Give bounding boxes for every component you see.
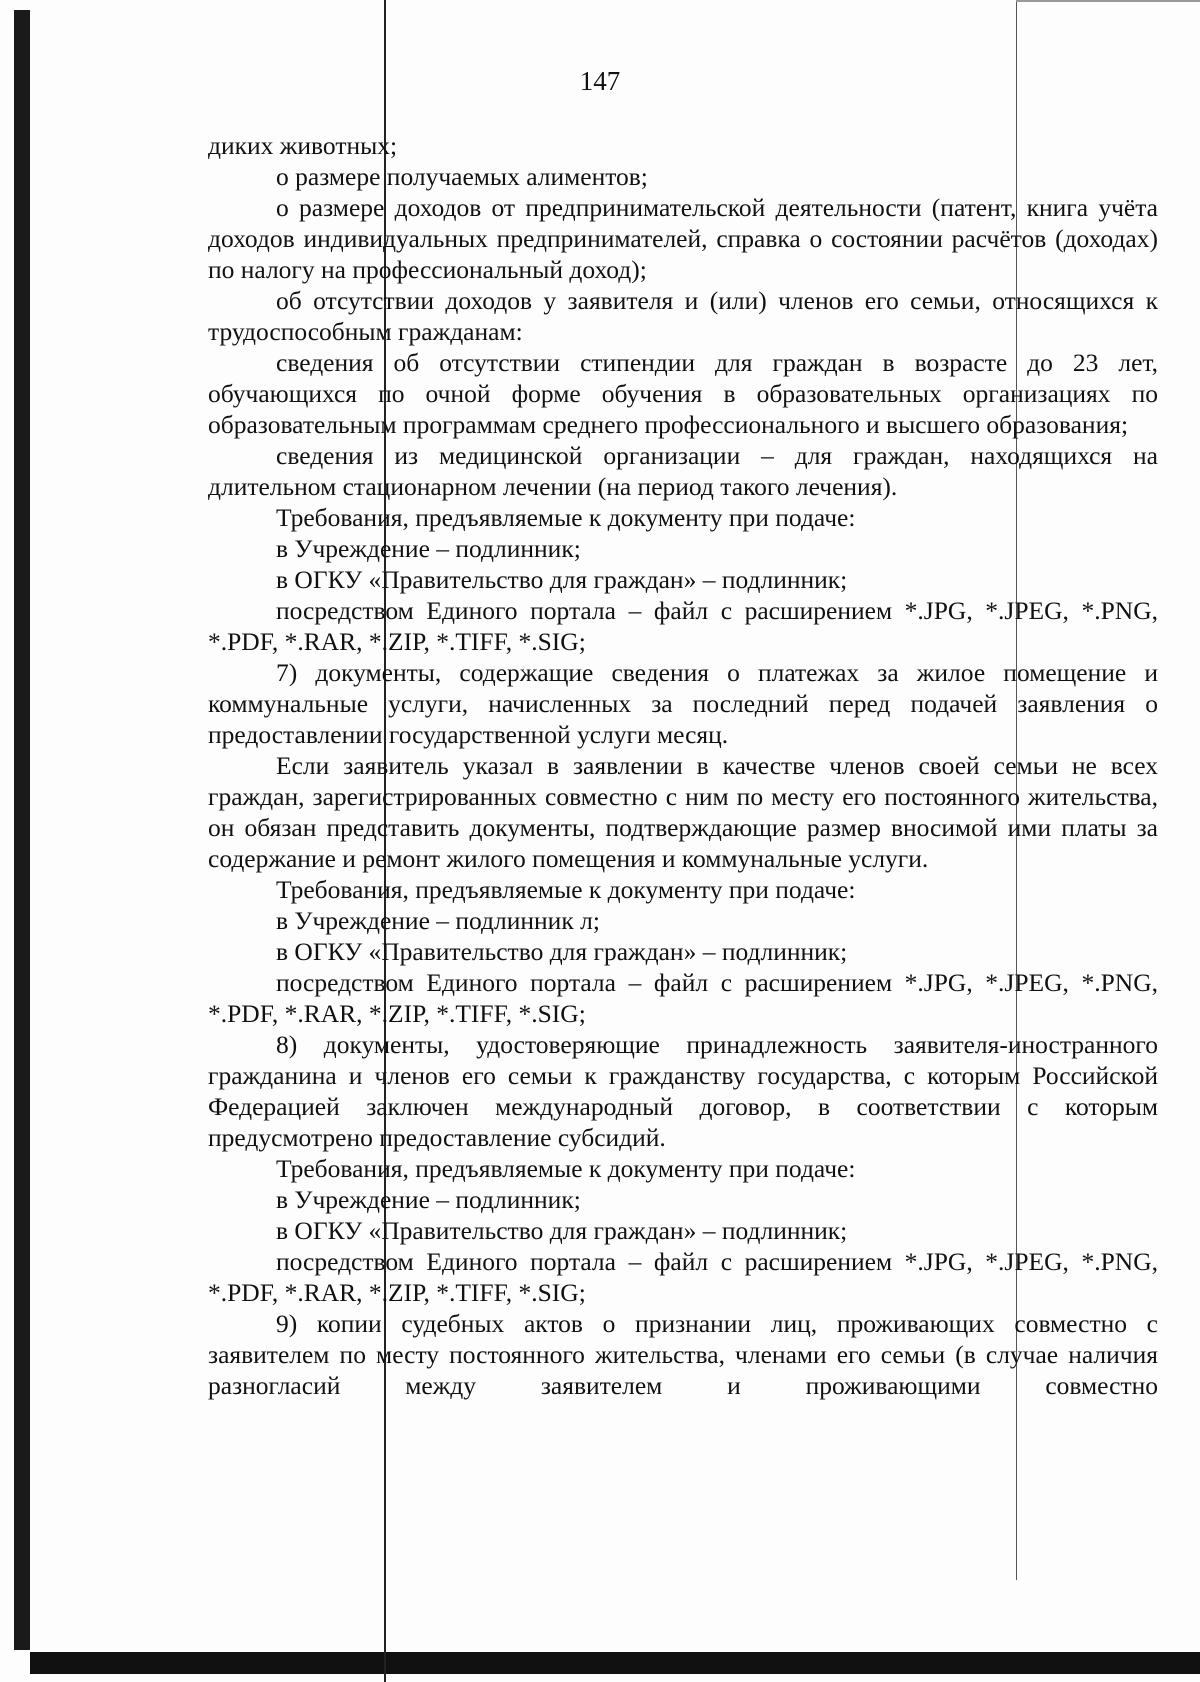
paragraph: в ОГКУ «Правительство для граждан» – подлинник;: [276, 937, 848, 966]
scan-top-edge: [1016, 0, 1200, 2]
paragraph: сведения об отсутствии стипендии для граждан в возрасте до 23 лет, обучающихся по очной форме обучения в образовательных организациях по образовательным программам среднего профессионального и высшего образования;: [208, 348, 1158, 439]
paragraph: 8) документы, удостоверяющие принадлежность заявителя-иностранного гражданина и членов его семьи к гражданству государства, с которым Российской Федерацией заключен международный договор, в соответствии с которым предусмотрено предоставление субсидий.: [208, 1030, 1158, 1152]
paragraph: в Учреждение – подлинник л;: [276, 906, 600, 935]
paragraph: Требования, предъявляемые к документу при подаче:: [276, 503, 856, 532]
paragraph: диких животных;: [208, 131, 398, 160]
paragraph: в Учреждение – подлинник;: [276, 534, 581, 563]
body-text: [208, 130, 1158, 1401]
paragraph: 7) документы, содержащие сведения о платежах за жилое помещение и коммунальные услуги, начисленных за последний перед подачей заявления о предоставлении государственной услуги месяц.: [208, 658, 1158, 749]
paragraph: сведения из медицинской организации – для граждан, находящихся на длительном стационарном лечении (на период такого лечения).: [208, 441, 1158, 501]
paragraph: Требования, предъявляемые к документу при подаче:: [276, 875, 856, 904]
scan-left-edge: [14, 10, 30, 1650]
scan-bottom-edge: [30, 1652, 1200, 1674]
paragraph: в ОГКУ «Правительство для граждан» – подлинник;: [276, 1216, 848, 1245]
paragraph: посредством Единого портала – файл с расширением *.JPG, *.JPEG, *.PNG, *.PDF, *.RAR, *.ZIP, *.TIFF, *.SIG;: [208, 1247, 1158, 1307]
paragraph: в Учреждение – подлинник;: [276, 1185, 581, 1214]
page-number: 147: [579, 66, 621, 96]
paragraph: Требования, предъявляемые к документу при подаче:: [276, 1154, 856, 1183]
paragraph: Если заявитель указал в заявлении в качестве членов своей семьи не всех граждан, зарегистрированных совместно с ним по месту его постоянного жительства, он обязан представить документы, подтверждающие размер вносимой ими платы за содержание и ремонт жилого помещения и коммунальные услуги.: [208, 751, 1158, 873]
paragraph: посредством Единого портала – файл с расширением *.JPG, *.JPEG, *.PNG, *.PDF, *.RAR, *.ZIP, *.TIFF, *.SIG;: [208, 968, 1158, 1028]
paragraph: о размере получаемых алиментов;: [276, 162, 648, 191]
paragraph: в ОГКУ «Правительство для граждан» – подлинник;: [276, 565, 848, 594]
paragraph: о размере доходов от предпринимательской деятельности (патент, книга учёта доходов индивидуальных предпринимателей, справка о состоянии расчётов (доходах) по налогу на профессиональный доход);: [208, 193, 1158, 284]
paragraph: 9) копии судебных актов о признании лиц, проживающих совместно с заявителем по месту постоянного жительства, членами его семьи (в случае наличия разногласий между заявителем и проживающими совместно: [208, 1309, 1158, 1400]
paragraph: посредством Единого портала – файл с расширением *.JPG, *.JPEG, *.PNG, *.PDF, *.RAR, *.ZIP, *.TIFF, *.SIG;: [208, 596, 1158, 656]
paragraph: об отсутствии доходов у заявителя и (или) членов его семьи, относящихся к трудоспособным гражданам:: [208, 286, 1158, 346]
